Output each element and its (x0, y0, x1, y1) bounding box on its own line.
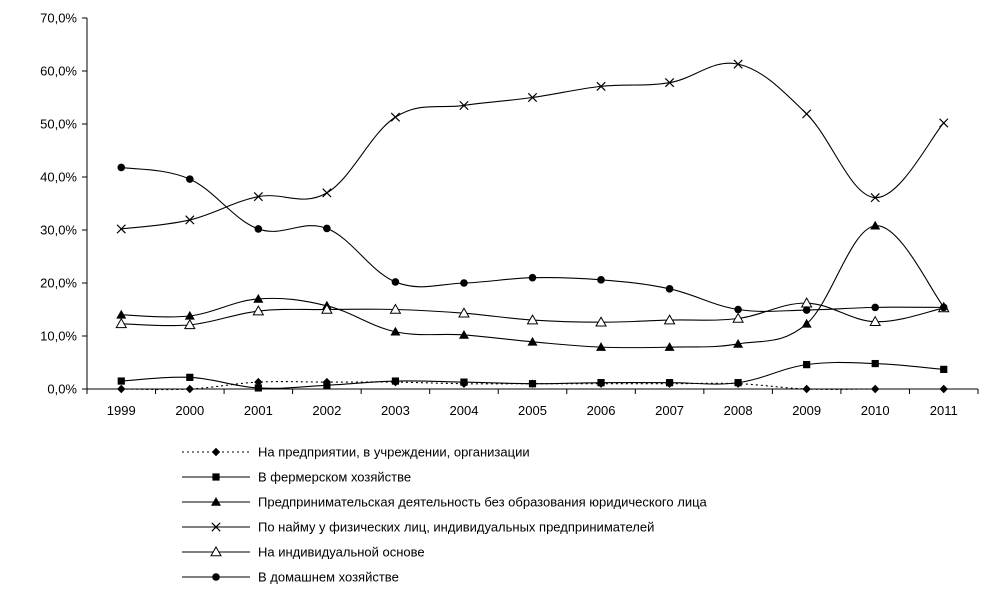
x-tick-label: 2005 (518, 403, 547, 418)
series-line (121, 226, 943, 348)
data-point (255, 384, 262, 391)
data-point (186, 385, 194, 393)
data-point (596, 317, 606, 326)
data-point (802, 298, 812, 307)
x-tick-label: 2006 (586, 403, 616, 418)
x-tick-label: 2003 (380, 403, 410, 418)
series-5 (116, 298, 948, 329)
data-point (666, 285, 674, 293)
legend-marker (212, 573, 220, 581)
x-tick-label: 2010 (860, 403, 890, 418)
data-point (117, 385, 125, 393)
data-point (529, 274, 537, 282)
legend-label: На предприятии, в учреждении, организации (258, 444, 530, 460)
data-point (255, 225, 263, 233)
x-tick-label: 2001 (243, 403, 273, 418)
x-tick-label: 2007 (655, 403, 685, 418)
data-point (323, 189, 331, 197)
series-3 (116, 221, 948, 351)
x-tick-label: 2000 (175, 403, 205, 418)
data-point (392, 377, 399, 384)
legend-entry-4 (182, 520, 654, 535)
data-point (735, 379, 742, 386)
legend-label: В фермерском хозяйстве (258, 469, 412, 485)
legend-label: Предпринимательская деятельность без образования юридического лица (258, 494, 707, 510)
series-4 (117, 60, 948, 233)
data-point (870, 221, 880, 230)
data-point (871, 304, 879, 312)
data-point (597, 379, 604, 386)
x-tick-label: 2002 (312, 403, 342, 418)
data-point (116, 310, 126, 319)
legend-entry-3 (182, 495, 708, 510)
data-point (802, 385, 810, 393)
x-tick-label: 1999 (106, 403, 136, 418)
data-point (460, 379, 467, 386)
legend-label: По найму у физических лиц, индивидуальных предпринимателей (258, 519, 655, 535)
data-point (116, 319, 126, 328)
data-point (597, 276, 605, 284)
y-tick-label: 30,0% (40, 222, 77, 238)
legend (182, 445, 708, 585)
data-point (392, 278, 400, 286)
series-layer (116, 60, 948, 393)
axis-ticks (40, 11, 978, 419)
series-2 (118, 360, 948, 392)
data-point (186, 175, 194, 183)
series-line (121, 63, 943, 229)
data-point (940, 304, 948, 312)
legend-entry-1 (182, 445, 530, 460)
y-tick-label: 70,0% (40, 10, 77, 26)
y-tick-label: 60,0% (40, 63, 77, 79)
data-point (323, 382, 330, 389)
data-point (803, 361, 810, 368)
series-line (121, 167, 943, 311)
data-point (186, 216, 194, 224)
data-point (460, 279, 468, 287)
data-point (186, 374, 193, 381)
x-tick-label: 2008 (723, 403, 753, 418)
data-point (940, 366, 947, 373)
legend-entry-5 (182, 545, 425, 560)
data-point (734, 306, 742, 314)
x-tick-label: 2004 (449, 403, 479, 418)
legend-entry-2 (182, 470, 411, 485)
data-point (323, 225, 331, 233)
legend-marker (212, 473, 219, 480)
data-point (391, 113, 399, 121)
data-point (666, 379, 673, 386)
data-point (871, 385, 879, 393)
y-tick-label: 20,0% (40, 275, 77, 291)
legend-label: В домашнем хозяйстве (258, 569, 399, 585)
y-tick-label: 10,0% (40, 328, 77, 344)
data-point (940, 385, 948, 393)
legend-marker (212, 448, 220, 456)
data-point (802, 110, 810, 118)
data-point (529, 380, 536, 387)
legend-marker (211, 497, 221, 506)
x-tick-label: 2011 (929, 403, 958, 418)
y-tick-label: 40,0% (40, 169, 77, 185)
data-point (117, 164, 125, 172)
legend-marker (211, 547, 221, 556)
x-tick-label: 2009 (792, 403, 822, 418)
data-point (118, 377, 125, 384)
chart-axes (87, 18, 978, 389)
legend-entry-6 (182, 570, 399, 585)
y-tick-label: 0,0% (47, 381, 77, 397)
data-point (872, 360, 879, 367)
y-tick-label: 50,0% (40, 116, 77, 132)
data-point (803, 306, 811, 314)
data-point (940, 119, 948, 127)
legend-label: На индивидуальной основе (258, 544, 425, 560)
series-6 (117, 164, 947, 314)
